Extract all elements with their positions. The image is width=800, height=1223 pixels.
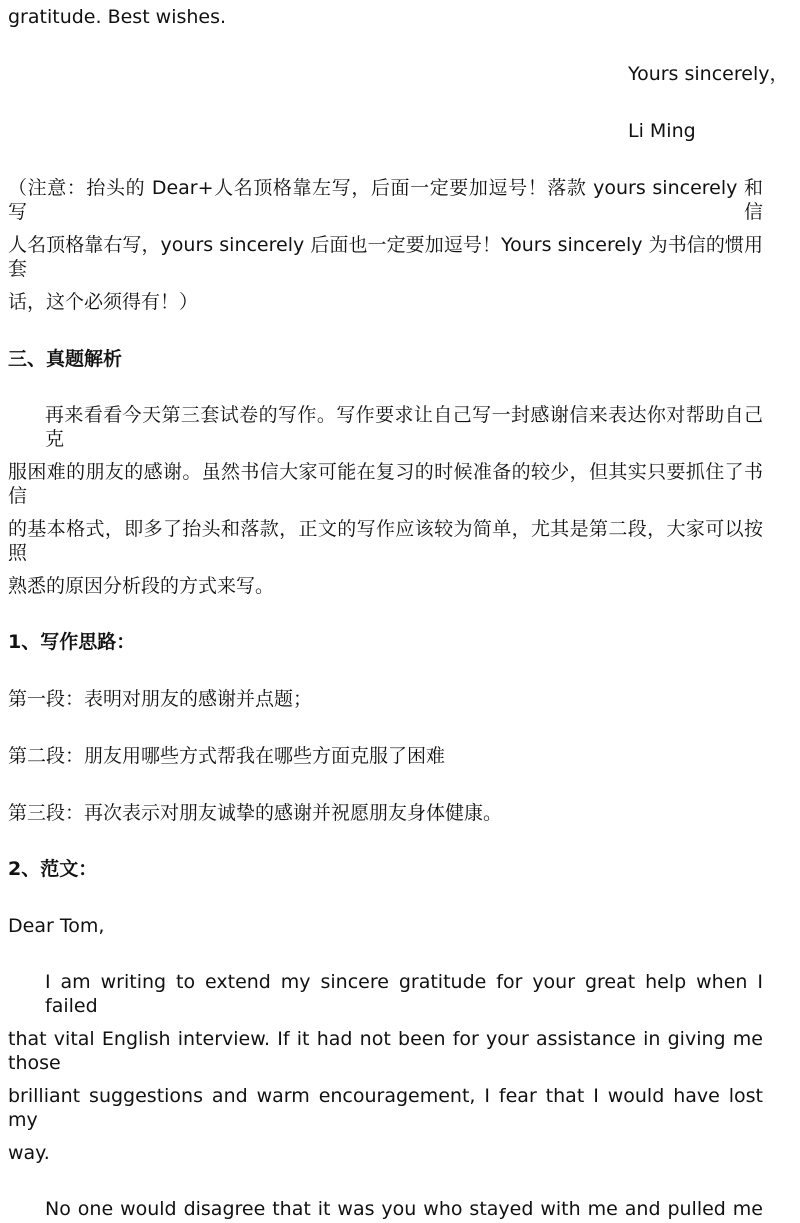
ideas-paragraph-3: 第三段：再次表示对朋友诚挚的感谢并祝愿朋友身体健康。 xyxy=(8,802,503,824)
analysis-line-2: 服困难的朋友的感谢。虽然书信大家可能在复习的时候准备的较少，但其实只要抓住了书信 xyxy=(8,461,763,507)
sample-salutation: Dear Tom, xyxy=(8,915,105,937)
ideas-paragraph-2: 第二段：朋友用哪些方式帮我在哪些方面克服了困难 xyxy=(8,745,446,767)
letter-closing-line: gratitude. Best wishes. xyxy=(8,6,227,28)
analysis-line-3: 的基本格式，即多了抬头和落款，正文的写作应该较为简单，尤其是第二段，大家可以按照 xyxy=(8,518,763,564)
sample-para1-line-3: brilliant suggestions and warm encouragement, I fear that I would have lost my xyxy=(8,1085,763,1131)
sample-para1-line-1: I am writing to extend my sincere gratitude for your great help when I failed xyxy=(45,971,763,1017)
section-heading-ideas: 1、写作思路： xyxy=(8,631,136,653)
note-line-3: 话，这个必须得有！） xyxy=(8,291,199,313)
letter-signoff: Yours sincerely， xyxy=(628,63,789,85)
sample-para2-line-1: No one would disagree that it was you who stayed with me and pulled me xyxy=(45,1198,763,1220)
sample-para1-line-4: way. xyxy=(8,1142,50,1164)
section-heading-sample: 2、范文： xyxy=(8,858,98,880)
letter-signature: Li Ming xyxy=(628,120,696,142)
analysis-line-4: 熟悉的原因分析段的方式来写。 xyxy=(8,575,275,597)
analysis-line-1: 再来看看今天第三套试卷的写作。写作要求让自己写一封感谢信来表达你对帮助自己克 xyxy=(45,404,763,450)
note-line-1: （注意：抬头的 Dear+人名顶格靠左写，后面一定要加逗号！落款 yours sincerely 和写信 xyxy=(8,177,763,223)
note-line-2: 人名顶格靠右写，yours sincerely 后面也一定要加逗号！Yours sincerely 为书信的惯用套 xyxy=(8,234,763,280)
sample-para1-line-2: that vital English interview. If it had not been for your assistance in giving me those xyxy=(8,1028,763,1074)
ideas-paragraph-1: 第一段：表明对朋友的感谢并点题； xyxy=(8,688,313,710)
section-heading-analysis: 三、真题解析 xyxy=(8,348,123,370)
